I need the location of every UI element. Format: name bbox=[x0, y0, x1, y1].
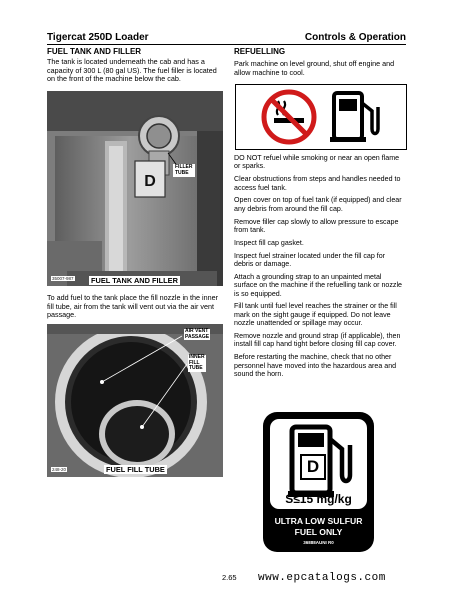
air-vent-passage-label: AIR VENT PASSAGE bbox=[185, 328, 210, 340]
fuel-tank-intro-text: The tank is located underneath the cab and has a capacity of 300 L (80 gal US). The fuel filler is located on the front of the machine below the cab. bbox=[47, 57, 217, 84]
fuel-fill-tube-photo bbox=[47, 324, 223, 477]
inner-fill-tube-label: INNER FILL TUBE bbox=[189, 354, 205, 372]
svg-text:D: D bbox=[144, 173, 156, 190]
header-rule bbox=[47, 44, 406, 45]
refuelling-step-2: DO NOT refuel while smoking or near an open flame or sparks. bbox=[234, 154, 400, 171]
document-title: Tigercat 250D Loader bbox=[47, 32, 149, 43]
no-smoking-warning-box bbox=[235, 84, 407, 150]
photo2-caption: FUEL FILL TUBE bbox=[106, 465, 165, 474]
photo-caption: FUEL TANK AND FILLER bbox=[91, 276, 178, 285]
refuelling-step-8: Attach a grounding strap to an unpainted metal surface on the machine if the refuelling tank or nozzle is so equipped. bbox=[234, 272, 402, 298]
refuelling-step-6: Inspect fill cap gasket. bbox=[234, 238, 304, 247]
decal-line-2: FUEL ONLY bbox=[294, 527, 343, 537]
refuelling-step-10: Remove nozzle and ground strap (if applicable), then install fill cap hand tight before closing fill cap cover. bbox=[234, 332, 401, 349]
photo2-code: 248-20 bbox=[52, 467, 67, 472]
page-number: 2.65 bbox=[222, 573, 237, 582]
refuelling-step-9: Fill tank until fuel level reaches the strainer or the fill mark on the sight gauge if equipped. Do not leave nozzle unattended or spillage may occur. bbox=[234, 302, 397, 328]
photo-code: 35007-987 bbox=[52, 276, 74, 281]
chapter-title: Controls & Operation bbox=[304, 32, 406, 43]
fill-tube-illustration bbox=[47, 324, 223, 477]
watermark-url: www.epcatalogs.com bbox=[258, 572, 386, 584]
fuel-tank-section-title: FUEL TANK AND FILLER bbox=[47, 47, 142, 56]
no-smoking-fuel-pictogram bbox=[236, 85, 406, 149]
fill-instructions-text: To add fuel to the tank place the fill nozzle in the inner fill tube, air from the tank will vent out via the air vent passage. bbox=[47, 293, 219, 320]
refuelling-step-1: Park machine on level ground, shut off engine and allow machine to cool. bbox=[234, 59, 395, 77]
decal-line-1: ULTRA LOW SULFUR bbox=[274, 516, 363, 526]
refuelling-step-7: Inspect fuel strainer located under the fill cap for debris or damage. bbox=[234, 251, 386, 269]
refuelling-step-5: Remove filler cap slowly to allow pressure to escape from tank. bbox=[234, 217, 399, 235]
refuelling-section-title: REFUELLING bbox=[234, 47, 286, 56]
diesel-letter: D bbox=[300, 454, 326, 480]
refuelling-step-11: Before restarting the machine, check that no other personnel have moved into the hazardous area and sound the horn. bbox=[234, 353, 397, 379]
decal-code: 36888AUNI R0 bbox=[303, 540, 334, 545]
ultra-low-sulfur-decal bbox=[263, 412, 374, 552]
fuel-tank-photo bbox=[47, 91, 223, 286]
filler-tube-label: FILLER TUBE bbox=[175, 164, 193, 176]
refuelling-steps bbox=[234, 154, 406, 383]
decal-pictogram-panel bbox=[270, 419, 367, 509]
refuelling-step-3: Clear obstructions from steps and handles needed to access fuel tank. bbox=[234, 175, 401, 192]
fuel-tank-illustration bbox=[47, 91, 223, 286]
refuelling-step-4: Open cover on top of fuel tank (if equipped) and clear any debris from around the fill cap. bbox=[234, 196, 402, 213]
sulfur-limit: S≤15 mg/kg bbox=[285, 492, 352, 506]
